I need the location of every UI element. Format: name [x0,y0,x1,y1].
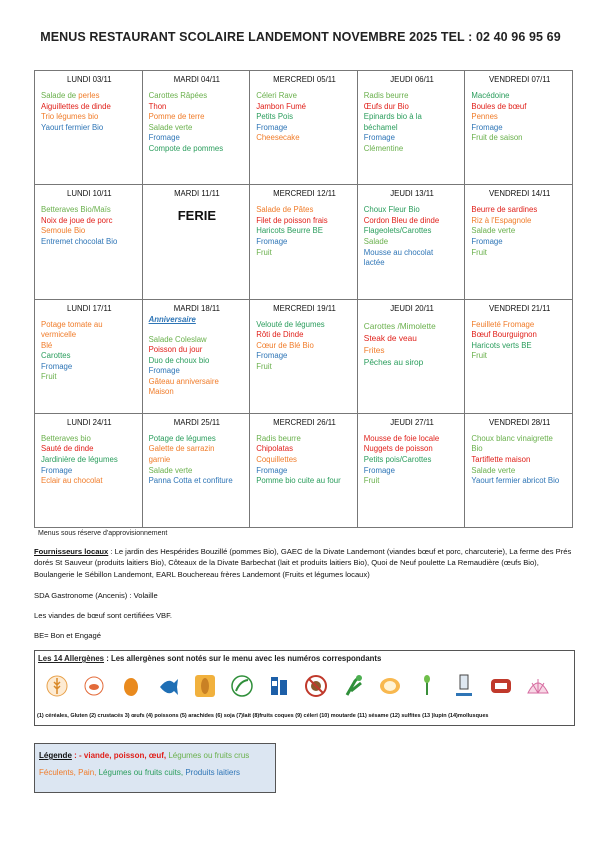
menu-item: Nuggets de poisson [363,444,433,454]
day-cell [35,71,143,185]
peanut-icon [193,673,217,699]
menu-item: garnie [148,454,171,464]
menu-item: Noix de joue de porc [41,215,113,225]
day-cell [465,413,573,527]
menu-item: Fromage [148,133,180,143]
day-cell [465,71,573,185]
nuts-icon [304,673,328,699]
menu-item: Panna Cotta et confiture [148,476,233,486]
supply-note: Menus sous réserve d'approvisionnement [38,530,168,537]
day-cell [250,185,358,299]
lupin-icon [489,673,513,699]
day-name: VENDREDI 07/11 [488,75,551,84]
holiday-label: FERIE [177,208,217,224]
menu-item: Betteraves bio [41,433,91,443]
menu-item: Tartiflette maison [471,454,531,464]
day-name: LUNDI 10/11 [67,189,112,199]
menu-item: Choux Fleur Bio [363,205,420,215]
menu-item: Mousse de foie locale [363,433,440,443]
menu-item: Duo de choux bio [148,355,210,365]
menu-item: Compote de pommes [148,143,224,153]
day-cell [357,185,465,299]
day-cell [357,299,465,413]
menu-item: Salade verte [148,465,193,475]
menu-item: Carottes Râpées [148,91,208,100]
menu-item: Boules de bœuf [471,101,527,111]
week-row [35,413,573,527]
day-cell [142,299,250,413]
suppliers-label: Fournisseurs locaux [34,547,109,556]
be-line: BE= Bon et Engagé [34,631,101,640]
allergens-label: Les 14 Allergènes [38,654,105,663]
wheat-icon [45,673,69,699]
menu-item: Choux blanc vinaigrette [471,433,553,443]
menu-item: Rôti de Dinde [256,330,304,340]
mustard-icon [378,673,402,699]
menu-item: Salade verte [148,122,193,132]
menu-item: Fruit de saison [471,133,523,143]
menu-item: Fromage [256,122,288,132]
menu-item: Cordon Bleu de dinde [363,215,440,225]
menu-item: Salade verte [471,226,516,236]
day-cell [142,71,250,185]
day-name: LUNDI 24/11 [67,417,112,427]
menu-item: Petits Pois [256,112,294,122]
legend-box [34,743,276,793]
menu-item: Cheesecake [256,133,300,143]
menu-item: Trio légumes bio [41,112,99,122]
day-name: MARDI 25/11 [173,417,220,427]
allergens-box [34,650,575,726]
menu-item: Maison [148,387,174,397]
day-cell [35,299,143,413]
week-row [35,185,573,299]
legend-meat: : - viande, poisson, œuf, [71,751,169,760]
day-cell [142,413,250,527]
menu-item: Yaourt fermier Bio [41,122,104,132]
menu-item: Carottes [41,351,71,361]
menu-item: Gâteau anniversaire [148,376,219,386]
menu-item: Frites [363,344,385,355]
menu-item: Fruit [363,476,380,486]
day-name: LUNDI 03/11 [67,75,112,84]
menu-item: Riz à l'Espagnole [471,215,532,225]
legend-dairy: Produits laitiers [185,768,240,777]
menu-item: Beurre de sardines [471,205,538,215]
menu-item: Thon [148,101,167,111]
day-cell [35,413,143,527]
menu-item: Cœur de Blé Bio [256,340,314,350]
menu-item: Fromage [256,351,288,361]
celery-icon [341,673,365,699]
legend-raw: Légumes ou fruits crus [168,751,250,760]
sda-line: SDA Gastronome (Ancenis) : Volaille [34,591,158,600]
day-name: VENDREDI 14/11 [488,189,551,199]
menu-item: Sauté de dinde [41,444,94,454]
suppliers-paragraph [34,546,574,580]
egg-icon [119,673,143,699]
menu-item: Fromage [148,366,180,376]
menu-item: Salade Coleslaw [148,334,207,344]
menu-item: Chipolatas [256,444,294,454]
fish-icon [156,673,180,699]
day-cell [465,299,573,413]
sulfites-icon [452,673,476,699]
menu-item: Bœuf Bourguignon [471,330,537,340]
menu-item: béchamel [363,122,398,132]
crab-icon [82,673,106,699]
menu-item: Eclair au chocolat [41,476,103,486]
milk-icon [267,673,291,699]
day-name: MARDI 11/11 [174,189,220,199]
menu-item: Salade verte [471,465,516,475]
menu-item: Fruit [41,372,57,382]
day-name: VENDREDI 21/11 [488,303,551,313]
menu-item: Semoule Bio [41,226,86,236]
menu-item: Betteraves Bio/Maïs [41,205,111,215]
legend-line-2 [39,768,275,777]
menu-item: Haricots Beurre BE [256,226,323,236]
menu-item: Aiguillettes de dinde [41,101,111,111]
menu-item: Fromage [471,122,503,132]
day-name: JEUDI 13/11 [390,189,434,199]
menu-item: lactée [363,258,385,268]
menu-table [34,70,573,528]
menu-item: perles [78,91,100,100]
menu-item: Fromage [256,465,288,475]
soy-icon [230,673,254,699]
menu-item: Pomme de terre [148,112,205,122]
page-title: MENUS RESTAURANT SCOLAIRE LANDEMONT NOVEMBRE 2025 TEL : 02 40 96 95 69 [40,30,561,44]
menu-item: Fruit [471,247,487,257]
menu-item: Flageolets/Carottes [363,226,432,236]
week-row [35,299,573,413]
legend-label: Légende [39,751,72,760]
day-cell [357,413,465,527]
menu-item: Mousse au chocolat [363,247,434,257]
day-name: JEUDI 27/11 [390,417,434,427]
day-name: JEUDI 06/11 [390,75,434,84]
day-cell [142,185,250,299]
menu-item: Salade [363,237,389,247]
suppliers-text: : Le jardin des Hespérides Bouzillé (pommes Bio), GAEC de la Divate Landemont (viandes bœuf et porc, charcuterie), La ferme des Prés dorés St Sauveur (produits laitiers Bio), Côteaux de la Divate Barbechat (lait et produits laitiers Bio), Quoi de Neuf poulette La Remaudière (œufs Bio), Boulangerie le Sébillon Landemont, EARL Bouchereau frères Landemont (Fruits et légumes locaux) [34,547,572,579]
menu-item: Jambon Fumé [256,101,307,111]
day-cell [357,71,465,185]
day-name: MARDI 04/11 [173,75,220,84]
menu-item: Blé [41,340,53,350]
menu-item: vermicelle [41,330,77,340]
day-name: LUNDI 17/11 [67,303,112,313]
allergen-icons [45,673,565,707]
menu-item: Céleri Rave [256,91,297,100]
menu-item: Petits pois/Carottes [363,454,432,464]
menu-item: Galette de sarrazin [148,444,215,454]
menu-item: Carottes /Mimolette [363,320,436,331]
day-cell [250,71,358,185]
week-row [35,71,573,185]
menu-item: Clémentine [363,143,404,153]
day-name: MERCREDI 26/11 [273,417,336,427]
vbf-line: Les viandes de bœuf sont certifiées VBF. [34,611,173,620]
menu-item: Epinards bio à la [363,112,422,122]
menu-item: Salade de [41,91,79,100]
allergens-heading [38,654,574,663]
legend-line-1 [39,751,275,760]
menu-item: Pêches au sirop [363,357,424,368]
menu-item: Fromage [363,465,395,475]
menu-item: Fromage [256,237,288,247]
menu-item: Entremet chocolat Bio [41,237,118,247]
menu-item: Velouté de légumes [256,319,325,329]
menu-item: Œufs dur Bio [363,101,409,111]
day-cell [250,299,358,413]
menu-item: Filet de poisson frais [256,215,328,225]
day-name: MERCREDI 05/11 [273,75,336,84]
day-name: JEUDI 20/11 [390,303,434,313]
day-cell [465,185,573,299]
day-name: MERCREDI 12/11 [273,189,336,199]
legend-starch: Féculents, Pain, [39,768,99,777]
menu-item: Potage de légumes [148,433,216,443]
menu-item: Salade de Pâtes [256,205,314,215]
menu-item: Radis beurre [363,91,409,100]
menu-item: Fruit [471,351,487,361]
allergens-list: (1) céréales, Gluten (2) crustacés 3) œufs (4) poissons (5) arachides (6) soja (7)lait (8)fruits coques (9) céleri (10) moutarde (11) sésame (12) sulfites (13 )lupin (14)mollusques [37,713,489,719]
menu-item: Steak de veau [363,332,417,343]
menu-item: Fruit [256,361,272,371]
day-cell [250,413,358,527]
sesame-icon [415,673,439,699]
menu-item: Feuilleté Fromage [471,319,535,329]
birthday-label: Anniversaire [148,314,196,324]
legend-cooked: Légumes ou fruits cuits, [98,768,186,777]
menu-item: Fromage [363,133,395,143]
menu-item: Fromage [471,237,503,247]
menu-item: Potage tomate au [41,319,103,329]
day-name: VENDREDI 28/11 [488,417,551,427]
day-cell [35,185,143,299]
menu-item: Fruit [256,247,272,257]
menu-item: Pennes [471,112,498,122]
menu-item: Yaourt fermier abricot Bio [471,476,560,486]
menu-item: Macédoine [471,91,510,100]
menu-item: Coquillettes [256,454,297,464]
day-name: MARDI 18/11 [173,303,220,313]
menu-item: Fromage [41,361,73,371]
menu-item: Fromage [41,465,73,475]
menu-item: Haricots verts BE [471,340,532,350]
shell-icon [526,673,550,699]
allergens-intro: : Les allergènes sont notés sur le menu avec les numéros correspondants [104,654,382,663]
menu-item: Pomme bio cuite au four [256,476,341,486]
day-name: MERCREDI 19/11 [273,303,336,313]
menu-item: Poisson du jour [148,345,203,355]
menu-item: Jardinière de légumes [41,454,118,464]
menu-item: Radis beurre [256,433,301,443]
menu-item: Bio [471,444,483,454]
